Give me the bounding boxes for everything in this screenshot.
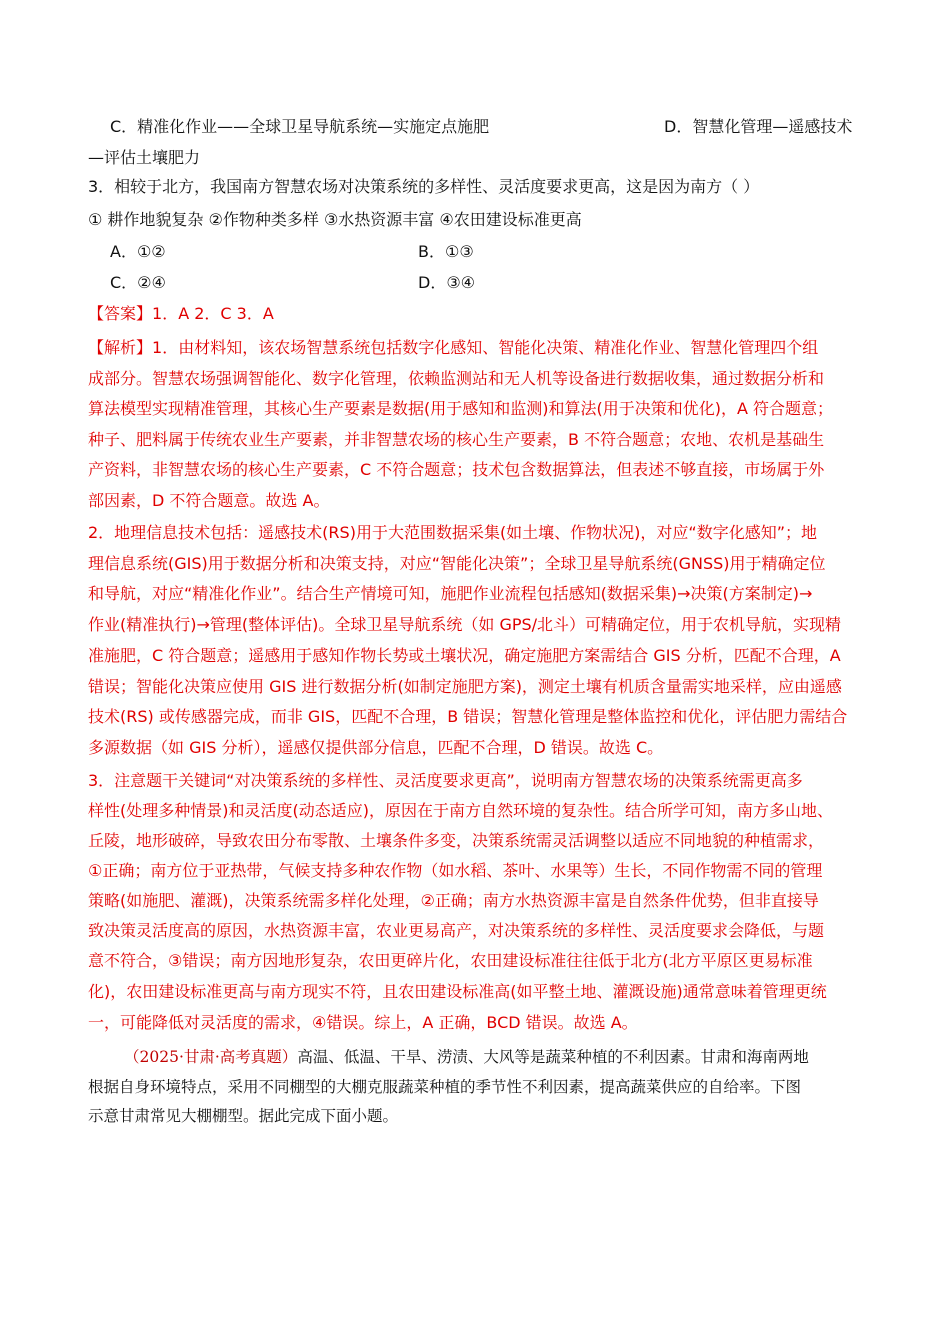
analysis-p3-line: 化)，农田建设标准更高与南方现实不符，且农田建设标准高(如平整土地、灌溉设施)通常意味着管理更统 <box>88 982 827 1001</box>
next-question-first-line <box>124 1047 809 1067</box>
q3-option-c: C．②④ <box>110 273 166 292</box>
analysis-p2-line: 错误；智能化决策应使用 GIS 进行数据分析(如制定施肥方案)，测定土壤有机质含量需实地采样，应由遥感 <box>88 677 842 696</box>
analysis-p2-line: 多源数据（如 GIS 分析），遥感仅提供部分信息，匹配不合理，D 错误。故选 C。 <box>88 738 664 757</box>
analysis-p2-line: 和导航，对应“精准化作业”。结合生产情境可知，施肥作业流程包括感知(数据采集)→决策(方案制定)→ <box>88 584 813 603</box>
answer-label: 【答案】 <box>88 304 153 323</box>
analysis-p3-line: 一，可能降低对灵活度的需求，④错误。综上，A 正确，BCD 错误。故选 A。 <box>88 1013 638 1032</box>
question-source: （2025·甘肃·高考真题） <box>124 1048 298 1066</box>
q3-option-b: B．①③ <box>418 242 474 261</box>
analysis-p2-line: 理信息系统(GIS)用于数据分析和决策支持，对应“智能化决策”；全球卫星导航系统(GNSS)用于精确定位 <box>88 554 826 573</box>
analysis-first-line <box>88 338 818 358</box>
next-question-line: 高温、低温、干旱、涝渍、大风等是蔬菜种植的不利因素。甘肃和海南两地 <box>297 1048 809 1066</box>
analysis-p3-line: 意不符合，③错误；南方因地形复杂，农田更碎片化，农田建设标准往往低于北方(北方平原区更易标准 <box>88 951 813 970</box>
analysis-p2-line: 技术(RS) 或传感器完成，而非 GIS，匹配不合理，B 错误；智慧化管理是整体监控和优化，评估肥力需结合 <box>88 707 848 726</box>
q2-option-d: D．智慧化管理—遥感技术 <box>664 117 853 136</box>
analysis-p2-line: 作业(精准执行)→管理(整体评估)。全球卫星导航系统（如 GPS/北斗）可精确定位，用于农机导航，实现精 <box>88 615 842 634</box>
analysis-p1-line: 1．由材料知，该农场智慧系统包括数字化感知、智能化决策、精准化作业、智慧化管理四个组 <box>152 338 819 357</box>
analysis-p1-line: 种子、肥料属于传统农业生产要素，并非智慧农场的核心生产要素，B 不符合题意；农地、农机是基础生 <box>88 430 825 449</box>
q2-option-c: C．精准化作业——全球卫星导航系统—实施定点施肥 <box>110 117 490 136</box>
q2-option-d-continuation: —评估土壤肥力 <box>88 148 201 167</box>
analysis-p3-line: 丘陵，地形破碎，导致农田分布零散、土壤条件多变，决策系统需灵活调整以适应不同地貌的种植需求， <box>88 831 825 850</box>
q3-option-a: A．①② <box>110 242 166 261</box>
q3-option-d: D．③④ <box>418 273 476 292</box>
analysis-p1-line: 算法模型实现精准管理，其核心生产要素是数据(用于感知和监测)和算法(用于决策和优化)，A 符合题意； <box>88 399 834 418</box>
analysis-label: 【解析】 <box>88 338 153 357</box>
analysis-p2-line: 准施肥，C 符合题意；遥感用于感知作物长势或土壤状况，确定施肥方案需结合 GIS 分析，匹配不合理，A <box>88 646 841 665</box>
analysis-p3-line: 策略(如施肥、灌溉)，决策系统需多样化处理，②正确；南方水热资源丰富是自然条件优势，但非直接导 <box>88 891 819 910</box>
answer-text: 1．A 2．C 3．A <box>152 304 274 323</box>
next-question-line: 根据自身环境特点，采用不同棚型的大棚克服蔬菜种植的季节性不利因素，提高蔬菜供应的自给率。下图 <box>88 1078 802 1096</box>
analysis-p2-line: 2．地理信息技术包括：遥感技术(RS)用于大范围数据采集(如土壤、作物状况)，对应“数字化感知”；地 <box>88 523 818 542</box>
analysis-p3-line: 3．注意题干关键词“对决策系统的多样性、灵活度要求更高”，说明南方智慧农场的决策系统需更高多 <box>88 771 803 790</box>
q3-items: ① 耕作地貌复杂 ②作物种类多样 ③水热资源丰富 ④农田建设标准更高 <box>88 210 582 229</box>
analysis-p3-line: ①正确；南方位于亚热带，气候支持多种农作物（如水稻、茶叶、水果等）生长，不同作物需不同的管理 <box>88 861 823 880</box>
next-question-line: 示意甘肃常见大棚棚型。据此完成下面小题。 <box>88 1107 399 1125</box>
answer-line <box>88 304 274 324</box>
analysis-p3-line: 致决策灵活度高的原因，水热资源丰富，农业更易高产，对决策系统的多样性、灵活度要求会降低，与题 <box>88 921 825 940</box>
analysis-p1-line: 成部分。智慧农场强调智能化、数字化管理，依赖监测站和无人机等设备进行数据收集，通过数据分析和 <box>88 369 825 388</box>
q3-stem: 3．相较于北方，我国南方智慧农场对决策系统的多样性、灵活度要求更高，这是因为南方（ ） <box>88 177 760 196</box>
analysis-p1-line: 部因素，D 不符合题意。故选 A。 <box>88 491 330 510</box>
analysis-p1-line: 产资料，非智慧农场的核心生产要素，C 不符合题意；技术包含数据算法，但表述不够直接，市场属于外 <box>88 460 825 479</box>
analysis-p3-line: 样性(处理多种情景)和灵活度(动态适应)，原因在于南方自然环境的复杂性。结合所学可知，南方多山地、 <box>88 801 833 820</box>
